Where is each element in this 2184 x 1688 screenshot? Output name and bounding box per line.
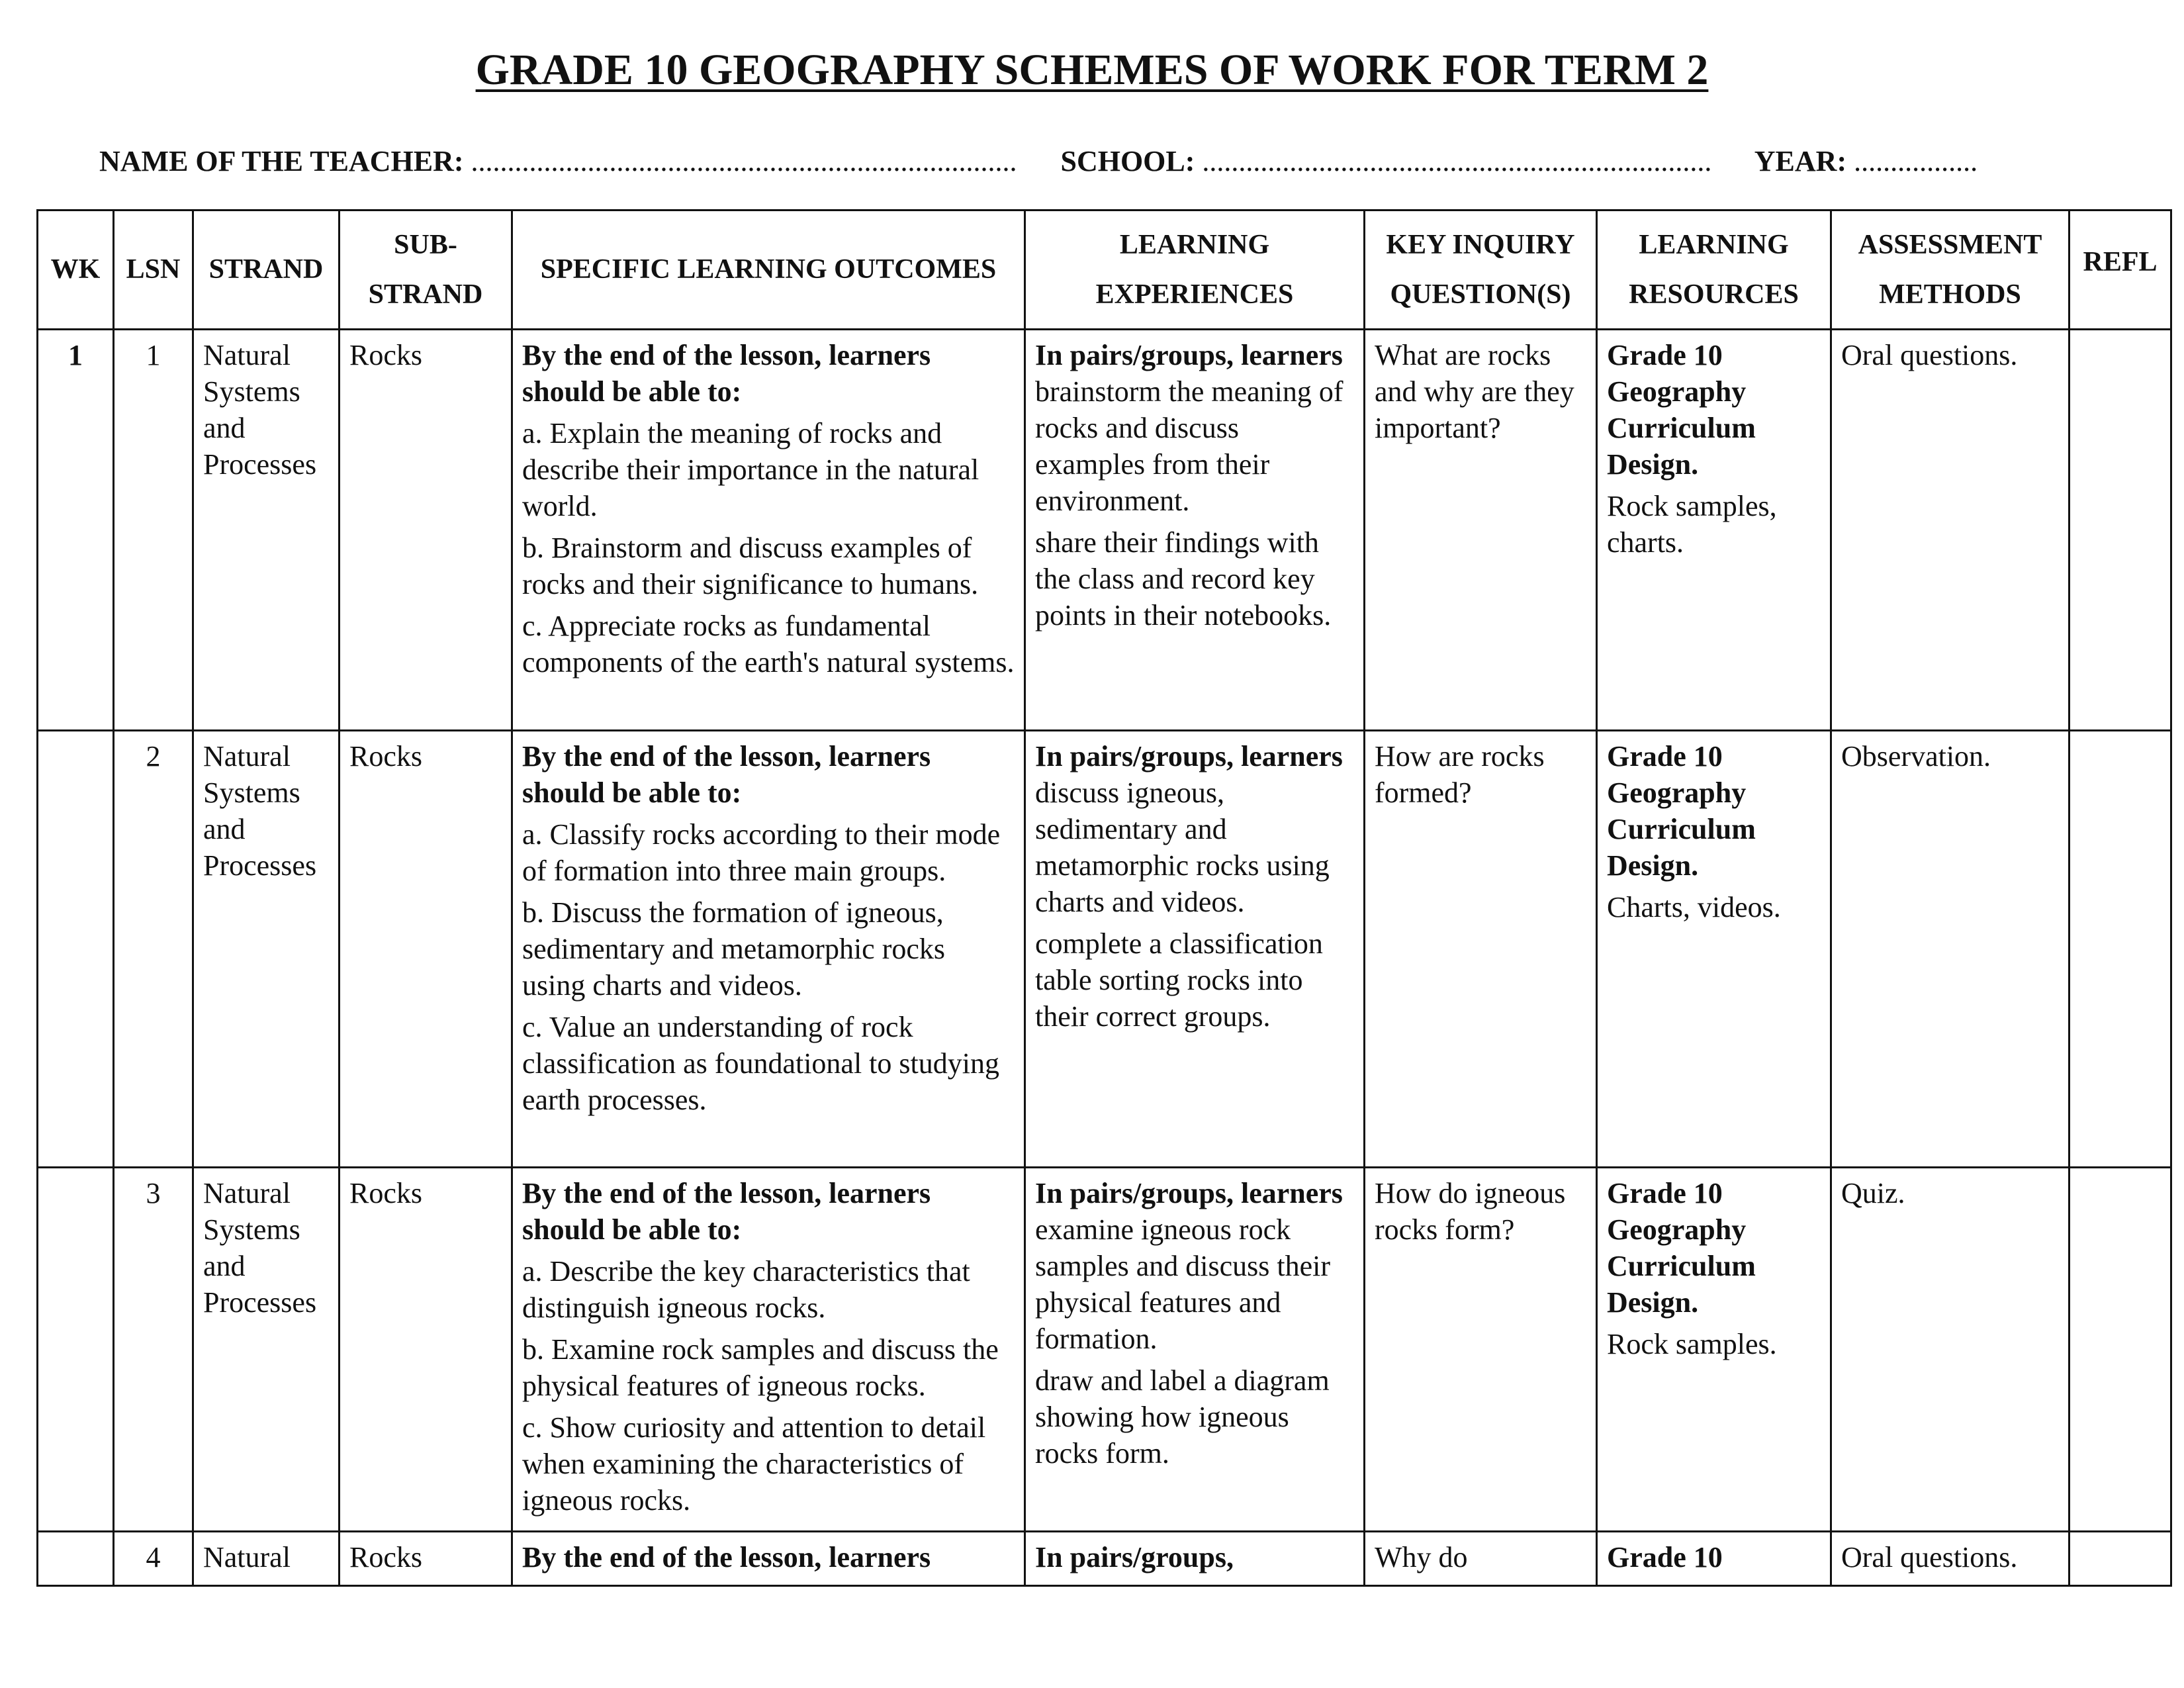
sub-strand-cell: Rocks [340,1532,512,1586]
experiences-cell [1025,330,1365,731]
strand-cell: Natural Systems and Processes [193,1168,340,1532]
outcome-item: c. Value an understanding of rock classification as foundational to studying earth processes. [522,1011,999,1116]
lesson-cell: 2 [114,731,193,1168]
experiences-cell [1025,1532,1365,1586]
school-label: SCHOOL: [1060,145,1195,177]
week-cell [38,731,114,1168]
strand-cell: Natural Systems and Processes [193,330,340,731]
refl-cell [2070,731,2171,1168]
outcome-item: b. Examine rock samples and discuss the physical features of igneous rocks. [522,1333,999,1402]
experience-text: brainstorm the meaning of rocks and discuss examples from their environment. [1035,375,1343,517]
outcome-item: b. Discuss the formation of igneous, sedimentary and metamorphic rocks using charts and videos. [522,896,946,1002]
header-outcomes: SPECIFIC LEARNING OUTCOMES [512,211,1025,330]
header-resources: LEARNING RESOURCES [1597,211,1831,330]
header-strand: STRAND [193,211,340,330]
experience-more: complete a classification table sorting rocks into their correct groups. [1035,927,1323,1033]
outcomes-cell [512,731,1025,1168]
outcome-item: c. Appreciate rocks as fundamental components of the earth's natural systems. [522,610,1015,679]
outcomes-cell [512,1532,1025,1586]
lesson-cell: 3 [114,1168,193,1532]
page-title: GRADE 10 GEOGRAPHY SCHEMES OF WORK FOR TERM 2 [475,46,1709,94]
refl-cell [2070,330,2171,731]
header-wk: WK [38,211,114,330]
week-cell: 1 [38,330,114,731]
outcomes-intro: By the end of the lesson, learners should be able to: [522,1177,931,1246]
table-header-row [38,211,2171,330]
outcome-item: b. Brainstorm and discuss examples of rocks and their significance to humans. [522,532,979,600]
assessment-cell: Observation. [1831,731,2070,1168]
outcomes-intro: By the end of the lesson, learners should be able to: [522,339,931,408]
resource-other: Rock samples. [1607,1328,1777,1360]
resource-main: Grade 10 [1607,1541,1723,1573]
table-row [38,330,2171,731]
inquiry-cell: How are rocks formed? [1365,731,1597,1168]
table-row [38,1168,2171,1532]
inquiry-cell: How do igneous rocks form? [1365,1168,1597,1532]
header-inquiry: KEY INQUIRY QUESTION(S) [1365,211,1597,330]
year-field: ................. [1854,145,1978,177]
table-row [38,1532,2171,1586]
header-assessment: ASSESSMENT METHODS [1831,211,2070,330]
outcomes-cell [512,1168,1025,1532]
week-cell [38,1532,114,1586]
sub-strand-cell: Rocks [340,330,512,731]
experiences-cell [1025,731,1365,1168]
assessment-cell: Oral questions. [1831,330,2070,731]
experiences-cell [1025,1168,1365,1532]
header-experiences: LEARNING EXPERIENCES [1025,211,1365,330]
school-field: ...................................................................... [1202,145,1712,177]
table-row [38,731,2171,1168]
sub-strand-cell: Rocks [340,1168,512,1532]
inquiry-cell: Why do [1365,1532,1597,1586]
year-label: YEAR: [1754,145,1847,177]
experience-more: share their findings with the class and record key points in their notebooks. [1035,526,1332,632]
resources-cell [1597,1168,1831,1532]
experience-lead: In pairs/groups, [1035,1541,1234,1573]
outcomes-intro: By the end of the lesson, learners [522,1541,931,1573]
outcome-item: c. Show curiosity and attention to detail when examining the characteristics of igneous rocks. [522,1411,986,1517]
refl-cell [2070,1532,2171,1586]
sub-strand-cell: Rocks [340,731,512,1168]
strand-cell: Natural [193,1532,340,1586]
outcome-item: a. Describe the key characteristics that distinguish igneous rocks. [522,1255,970,1324]
assessment-cell: Oral questions. [1831,1532,2070,1586]
experience-lead: In pairs/groups, learners [1035,339,1343,371]
header-lsn: LSN [114,211,193,330]
teacher-field: ........................................................................... [471,145,1017,177]
header-sub-strand: SUB-STRAND [340,211,512,330]
resources-cell [1597,330,1831,731]
strand-cell: Natural Systems and Processes [193,731,340,1168]
header-refl: REFL [2070,211,2171,330]
experience-text: examine igneous rock samples and discuss their physical features and formation. [1035,1213,1331,1355]
outcome-item: a. Explain the meaning of rocks and describe their importance in the natural world. [522,417,979,522]
resources-cell [1597,731,1831,1168]
resource-main: Grade 10 Geography Curriculum Design. [1607,339,1756,481]
outcome-item: a. Classify rocks according to their mode of formation into three main groups. [522,818,1001,887]
experience-more: draw and label a diagram showing how igneous rocks form. [1035,1364,1330,1470]
lesson-cell: 4 [114,1532,193,1586]
refl-cell [2070,1168,2171,1532]
resource-main: Grade 10 Geography Curriculum Design. [1607,740,1756,882]
experience-text: discuss igneous, sedimentary and metamorphic rocks using charts and videos. [1035,776,1330,918]
outcomes-intro: By the end of the lesson, learners should be able to: [522,740,931,809]
outcomes-cell [512,330,1025,731]
resources-cell [1597,1532,1831,1586]
lesson-cell: 1 [114,330,193,731]
teacher-label: NAME OF THE TEACHER: [99,145,464,177]
experience-lead: In pairs/groups, learners [1035,1177,1343,1209]
inquiry-cell: What are rocks and why are they important? [1365,330,1597,731]
week-cell [38,1168,114,1532]
resource-main: Grade 10 Geography Curriculum Design. [1607,1177,1756,1319]
assessment-cell: Quiz. [1831,1168,2070,1532]
scheme-table [36,209,2172,1587]
resource-other: Rock samples, charts. [1607,490,1777,559]
resource-other: Charts, videos. [1607,891,1781,923]
experience-lead: In pairs/groups, learners [1035,740,1343,773]
header-fields [99,144,2085,178]
